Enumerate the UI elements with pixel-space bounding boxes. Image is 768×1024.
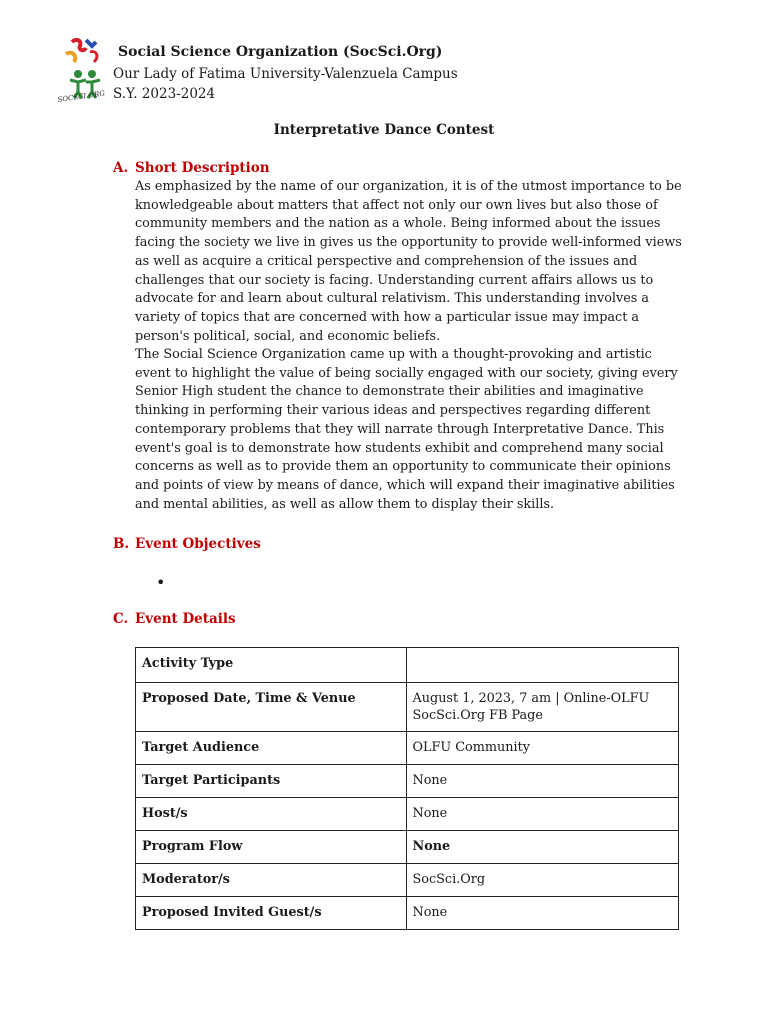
row-label: Host/s	[136, 798, 407, 831]
section-heading-short-description	[113, 160, 270, 176]
row-label: Moderator/s	[136, 864, 407, 897]
row-value	[406, 648, 678, 683]
section-heading-event-details	[113, 611, 236, 627]
logo-text: SOCSCI.ORG	[57, 89, 106, 104]
table-row	[136, 864, 679, 897]
socsci-logo-icon	[56, 36, 112, 106]
table-row	[136, 897, 679, 930]
document-title: Interpretative Dance Contest	[273, 122, 495, 138]
description-paragraph-2: The Social Science Organization came up with a thought-provoking and artistic event to highlight the value of being socially engaged with our society, giving every Senior High student the chance to demonstrate their abilities and imaginative thinking in performing their various ideas and perspectives regarding different contemporary problems that they will narrate through Interpretative Dance. This event's goal is to demonstrate how students exhibit and comprehend many social concerns as well as to provide them an opportunity to communicate their opinions and points of view by means of dance, which will expand their imaginative abilities and mental abilities, as well as allow them to display their skills.	[135, 347, 678, 512]
row-value: August 1, 2023, 7 am | Online-OLFU SocSci.Org FB Page	[406, 683, 678, 732]
section-heading-text: Event Details	[135, 611, 236, 627]
table-row	[136, 831, 679, 864]
school-year: S.Y. 2023-2024	[113, 86, 216, 102]
table-row	[136, 648, 679, 683]
row-value: None	[406, 831, 678, 864]
row-value: None	[406, 798, 678, 831]
description-paragraph-1: As emphasized by the name of our organization, it is of the utmost importance to be knowledgeable about matters that affect not only our own lives but also those of community members and the nation as a whole. Being informed about the issues facing the society we live in gives us the opportunity to provide well-informed views as well as acquire a critical perspective and comprehension of the issues and challenges that our society is facing. Understanding current affairs allows us to advocate for and learn about cultural relativism. This understanding involves a variety of topics that are concerned with how a particular issue may impact a person's political, social, and economic beliefs.	[135, 179, 682, 344]
row-value: OLFU Community	[406, 732, 678, 765]
row-label: Proposed Invited Guest/s	[136, 897, 407, 930]
table-row	[136, 798, 679, 831]
section-letter: A.	[113, 160, 129, 176]
org-name: Social Science Organization (SocSci.Org)	[118, 44, 443, 60]
table-row	[136, 732, 679, 765]
row-value: SocSci.Org	[406, 864, 678, 897]
row-value: None	[406, 765, 678, 798]
section-letter: B.	[113, 536, 130, 552]
row-label: Target Audience	[136, 732, 407, 765]
campus-name: Our Lady of Fatima University-Valenzuela Campus	[113, 66, 458, 82]
section-heading-text: Short Description	[135, 160, 270, 176]
row-value: None	[406, 897, 678, 930]
table-row	[136, 765, 679, 798]
section-letter: C.	[113, 611, 129, 627]
table-row	[136, 683, 679, 732]
row-label: Activity Type	[136, 648, 407, 683]
section-heading-event-objectives	[113, 536, 261, 552]
row-label: Proposed Date, Time & Venue	[136, 683, 407, 732]
objective-bullet: •	[156, 573, 166, 592]
section-heading-text: Event Objectives	[135, 536, 261, 552]
row-label: Target Participants	[136, 765, 407, 798]
event-details-table	[135, 647, 679, 930]
row-label: Program Flow	[136, 831, 407, 864]
